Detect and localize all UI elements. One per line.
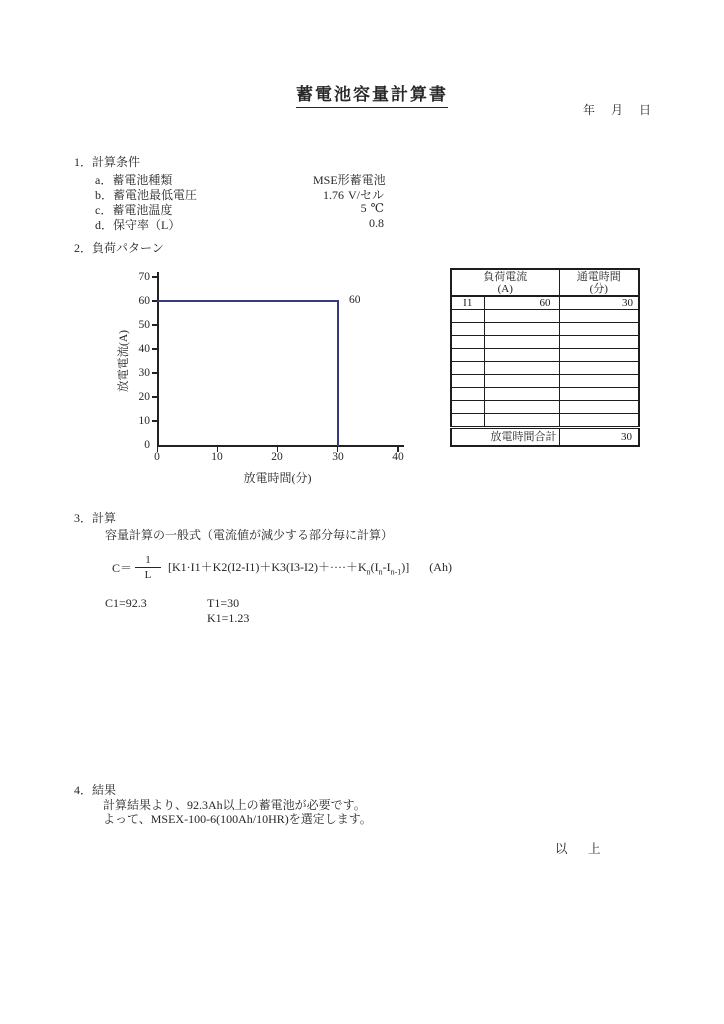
formula-body: $[K1\cdot I1+K2(I2-I1)+K3(I3-I2)+\cdot\cdot\cdot\cdot+K_n(I_n-I_{n-1})]$ [168, 559, 410, 577]
capacity-formula [112, 550, 452, 584]
line-annotation: 60 [349, 294, 361, 306]
step-line-vertical [337, 300, 339, 446]
total-row [451, 428, 639, 447]
x-axis-title: 放電時間(分) [243, 471, 312, 485]
y-tick-label: 0 [144, 439, 150, 451]
y-tick [152, 396, 158, 397]
load-table [450, 268, 640, 447]
formula-unit: (Ah) [429, 559, 452, 574]
table-row-empty [451, 375, 639, 388]
table-row-empty [451, 310, 639, 323]
x-tick-label: 10 [211, 451, 223, 463]
date-line: 年 月 日 [583, 103, 654, 117]
condition-value: 5 ℃ [360, 201, 384, 215]
row-label-cell: I1 [451, 296, 484, 310]
y-tick-label: 10 [138, 415, 150, 427]
y-axis [157, 272, 159, 447]
section1-heading: 1．計算条件 [74, 155, 141, 169]
section3-heading: 3．計算 [74, 511, 117, 525]
table-row-empty [451, 349, 639, 362]
y-tick-label: 50 [138, 319, 150, 331]
formula-subtitle: 容量計算の一般式（電流値が減少する部分毎に計算） [105, 528, 394, 542]
condition-value: MSE形蓄電池 [313, 173, 386, 187]
section4-heading: 4．結果 [74, 783, 117, 797]
condition-unit: V/セル [347, 188, 384, 202]
y-tick-label: 30 [138, 367, 150, 379]
y-axis-title: 放電電流(A) [118, 330, 130, 392]
time-cell: 30 [559, 296, 639, 310]
condition-label: b．蓄電池最低電圧 [95, 188, 198, 202]
total-label-cell: 放電時間合計 [451, 428, 559, 447]
x-tick-label: 30 [332, 451, 344, 463]
fraction [135, 554, 161, 581]
result-line-1: 計算結果より、92.3Ah以上の蓄電池が必要です。 [103, 798, 366, 812]
table-header-row [451, 269, 639, 296]
table-row-empty [451, 362, 639, 375]
x-tick-label: 40 [392, 451, 404, 463]
y-tick [152, 420, 158, 421]
y-tick [152, 348, 158, 349]
page-title: 蓄電池容量計算書 [296, 80, 448, 108]
y-tick-label: 60 [138, 295, 150, 307]
condition-label: c．蓄電池温度 [95, 203, 173, 217]
total-value-cell: 30 [559, 428, 639, 447]
y-tick [152, 372, 158, 373]
table-row-empty [451, 414, 639, 428]
table-header-current: 負荷電流 (A) [451, 269, 559, 296]
y-tick-label: 70 [138, 271, 150, 283]
result-line-2: よって、MSEX-100-6(100Ah/10HR)を選定します。 [103, 812, 372, 826]
fraction-denominator: L [135, 567, 161, 581]
y-tick-label: 40 [138, 343, 150, 355]
x-tick-label: 0 [154, 451, 160, 463]
x-tick-label: 20 [271, 451, 283, 463]
table-row-empty [451, 401, 639, 414]
formula-lhs: C＝ [112, 560, 133, 575]
condition-value: 0.8 [369, 216, 384, 230]
calc-t1: T1=30 [207, 596, 240, 610]
y-tick-label: 20 [138, 391, 150, 403]
x-axis [157, 445, 404, 447]
calc-c1: C1=92.3 [105, 596, 147, 610]
table-row-empty [451, 336, 639, 349]
condition-label: d．保守率（L） [95, 218, 181, 232]
y-tick [152, 276, 158, 277]
table-row-empty [451, 388, 639, 401]
section2-heading: 2．負荷パターン [74, 241, 164, 255]
y-tick [152, 324, 158, 325]
closing-mark: 以 上 [555, 842, 605, 856]
table-header-time: 通電時間 (分) [559, 269, 639, 296]
current-cell: 60 [484, 296, 559, 310]
calc-k1: K1=1.23 [207, 611, 250, 625]
condition-label: a．蓄電池種類 [95, 173, 173, 187]
table-row-empty [451, 323, 639, 336]
table-row-i1 [451, 296, 639, 310]
fraction-numerator: 1 [145, 553, 151, 566]
condition-unit: ℃ [370, 201, 384, 215]
step-line-horizontal [157, 300, 339, 302]
condition-value: 1.76 V/セル [322, 188, 384, 202]
